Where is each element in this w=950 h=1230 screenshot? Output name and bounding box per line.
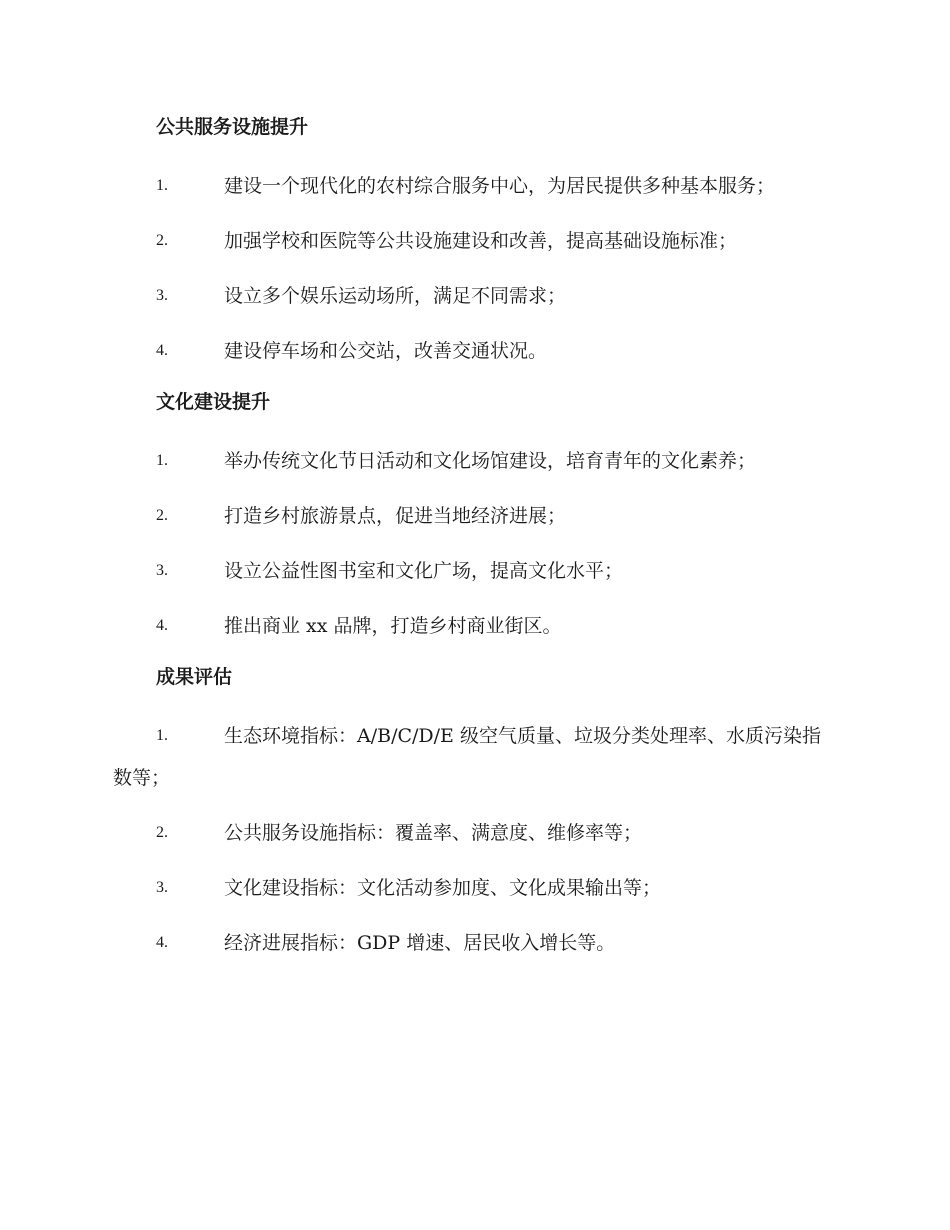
- list-item-number: 1.: [156, 177, 168, 194]
- list-item-number: 2.: [156, 824, 168, 841]
- list-item-number: 4.: [156, 934, 168, 951]
- list-public-services: [113, 165, 828, 372]
- document-body: [113, 110, 828, 977]
- list-evaluation: [113, 715, 828, 964]
- list-item-text: 设立多个娱乐运动场所，满足不同需求；: [224, 285, 567, 307]
- list-item: [113, 440, 828, 482]
- list-item: [113, 715, 828, 799]
- list-item: [113, 275, 828, 317]
- list-item: [113, 922, 828, 964]
- list-item-text: 加强学校和医院等公共设施建设和改善，提高基础设施标准；: [224, 230, 738, 252]
- list-item-number: 3.: [156, 287, 168, 304]
- list-item: [113, 812, 828, 854]
- section-heading-evaluation: 成果评估: [156, 666, 233, 688]
- list-item-text: 建设一个现代化的农村综合服务中心，为居民提供多种基本服务；: [224, 175, 776, 197]
- list-item-number: 2.: [156, 507, 168, 524]
- list-item-text: 推出商业 xx 品牌，打造乡村商业街区。: [224, 615, 562, 637]
- list-item-text: 生态环境指标：A/B/C/D/E 级空气质量、垃圾分类处理率、水质污染指数等；: [113, 725, 821, 789]
- list-item-number: 4.: [156, 342, 168, 359]
- list-item: [113, 605, 828, 647]
- list-item-number: 4.: [156, 617, 168, 634]
- list-culture: [113, 440, 828, 647]
- list-item: [113, 495, 828, 537]
- list-item-text: 建设停车场和公交站，改善交通状况。: [224, 340, 548, 362]
- list-item-text: 举办传统文化节日活动和文化场馆建设，培育青年的文化素养；: [224, 450, 757, 472]
- list-item-text: 打造乡村旅游景点，促进当地经济进展；: [224, 505, 567, 527]
- list-item-text: 经济进展指标：GDP 增速、居民收入增长等。: [224, 932, 616, 954]
- list-item: [113, 550, 828, 592]
- list-item: [113, 220, 828, 262]
- list-item: [113, 330, 828, 372]
- list-item-text: 文化建设指标：文化活动参加度、文化成果输出等；: [224, 877, 662, 899]
- list-item: [113, 867, 828, 909]
- list-item-number: 3.: [156, 562, 168, 579]
- section-heading-public-services: 公共服务设施提升: [156, 116, 309, 138]
- list-item: [113, 165, 828, 207]
- list-item-number: 2.: [156, 232, 168, 249]
- list-item-number: 3.: [156, 879, 168, 896]
- list-item-number: 1.: [156, 452, 168, 469]
- list-item-text: 设立公益性图书室和文化广场，提高文化水平；: [224, 560, 624, 582]
- list-item-number: 1.: [156, 727, 168, 744]
- section-heading-culture: 文化建设提升: [156, 391, 271, 413]
- list-item-text: 公共服务设施指标：覆盖率、满意度、维修率等；: [224, 822, 643, 844]
